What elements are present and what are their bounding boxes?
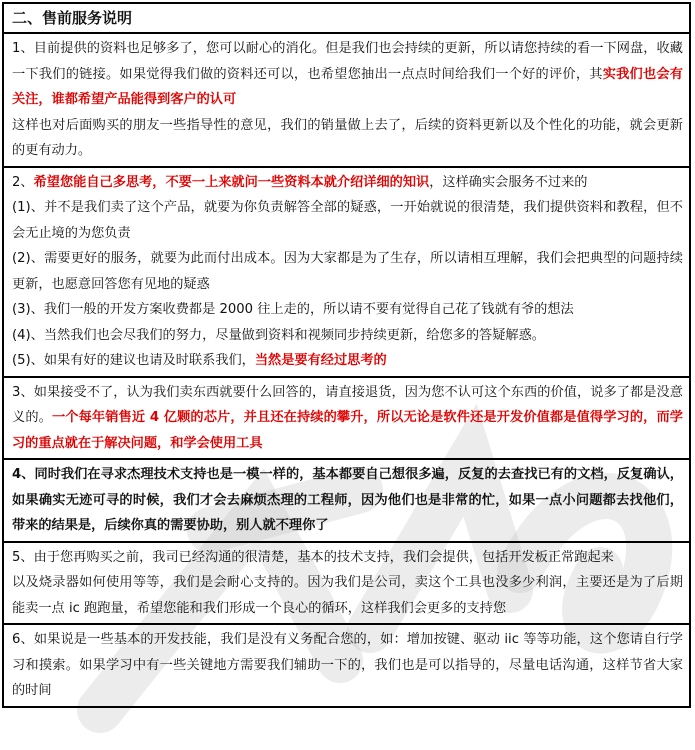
document-table (2, 2, 691, 708)
section-5-paragraph-2: 以及烧录器如何使用等等，我们是会耐心支持的。因为我们是公司，卖这个工具也没多少利润，主要还是为了后期能卖一点 ic 跑跑量，希望您能和我们形成一个良心的循环，这样我们会更多的支持您 (12, 575, 683, 616)
section-2-number: 2、 (12, 174, 34, 190)
section-2-item-5-highlight: 当然是要有经过思考的 (254, 353, 387, 368)
section-5 (4, 543, 689, 626)
section-1-text: 1、目前提供的资料也足够多了，您可以耐心的消化。但是我们也会持续的更新，所以请您持续的看一下网盘，收藏一下我们的链接。如果觉得我们做的资料还可以，也希望您抽出一点点时间给我们一个好的评价，其 (12, 41, 683, 82)
section-2-item-2: (2)、需要更好的服务，就要为此而付出成本。因为大家都是为了生存，所以请相互理解，我们会把典型的问题持续更新，也愿意回答您有见地的疑惑 (12, 251, 683, 292)
section-2-item-5-text: (5)、如果有好的建议也请及时联系我们， (12, 353, 255, 368)
section-3-highlight: 一个每年销售近 4 亿颗的芯片，并且还在持续的攀升，所以无论是软件还是开发价值都是值得学习的，而学习的重点就在于解决问题，和学会使用工具 (12, 410, 683, 451)
section-3 (4, 378, 689, 461)
section-2 (4, 168, 689, 378)
section-1-highlight: 实我们也会有关注，谁都希望产品能得到客户的认可 (12, 66, 683, 107)
section-2-highlight: 希望您能自己多思考，不要一上来就问一些资料本就介绍详细的知识 (33, 174, 430, 190)
section-1-paragraph-2: 这样也对后面购买的朋友一些指导性的意见，我们的销量做上去了，后续的资料更新以及个性化的功能，就会更新的更有动力。 (12, 117, 683, 158)
section-2-item-5 (12, 348, 683, 374)
section-6 (4, 625, 689, 706)
section-4 (4, 460, 689, 543)
section-2-item-3: (3)、我们一般的开发方案收费都是 2000 往上走的，所以请不要有觉得自己花了钱就有爷的想法 (12, 302, 574, 317)
section-3-paragraph (12, 380, 683, 457)
section-2-item-1: (1)、并不是我们卖了这个产品，就要为你负责解答全部的疑惑，一开始就说的很清楚，我们提供资料和教程，但不会无止境的为您负责 (12, 200, 683, 241)
section-2-lead-rest: ，这样确实会服务不过来的 (429, 174, 588, 190)
section-2-lead (12, 170, 683, 196)
section-title: 二、售前服务说明 (4, 4, 689, 34)
section-2-item-4: (4)、当然我们也会尽我们的努力，尽量做到资料和视频同步持续更新，给您多的答疑解惑。 (12, 327, 545, 343)
section-4-paragraph: 4、同时我们在寻求杰理技术支持也是一模一样的，基本都要自己想很多遍，反复的去查找已有的文档，反复确认，如果确实无迹可寻的时候，我们才会去麻烦杰理的工程师，因为他们也是非常的忙，如果一点小问题都去找他们，带来的结果是，后续你真的需要协助，别人就不理你了 (12, 467, 683, 533)
section-5-paragraph-1: 5、由于您再购买之前，我司已经沟通的很清楚，基本的技术支持，我们会提供，包括开发板正常跑起来 (12, 549, 614, 565)
section-1-paragraph-1 (12, 36, 683, 113)
section-6-paragraph: 6、如果说是一些基本的开发技能，我们是没有义务配合您的，如：增加按键、驱动 iic 等等功能，这个您请自行学习和摸索。如果学习中有一些关键地方需要我们辅助一下的，我们也是可以指导的，尽量电话沟通，这样节省大家的时间 (12, 632, 683, 698)
section-3-text: 3、如果接受不了，认为我们卖东西就要什么回答的，请直接退货，因为您不认可这个东西的价值，说多了都是没意义的。 (12, 384, 683, 425)
section-1 (4, 34, 689, 168)
